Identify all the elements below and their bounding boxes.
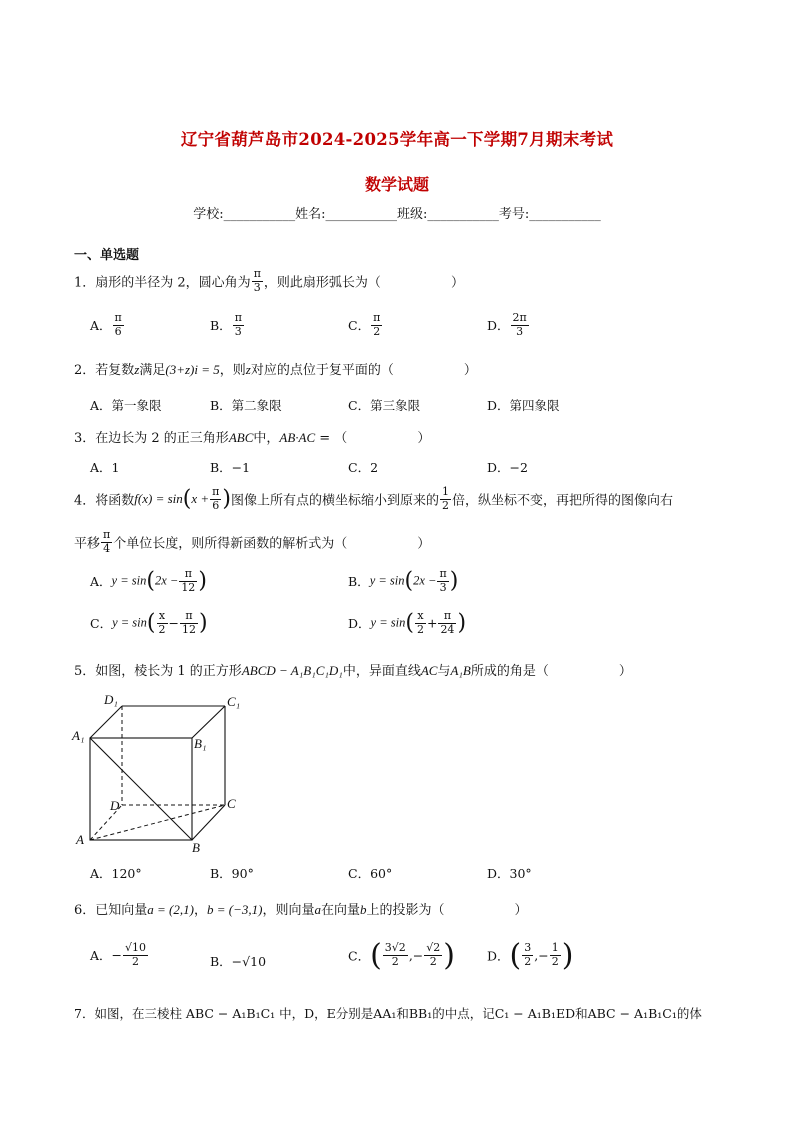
q1-option-a[interactable]: A． $\frac{\pi}{6}$: [90, 311, 122, 338]
q3-option-b[interactable]: B．−1: [210, 460, 251, 475]
label-d1: D₁: [104, 692, 118, 707]
q3-option-a[interactable]: A．1: [90, 460, 120, 475]
question-5: 5．如图，棱长为 1 的正方形ABCD − A₁B₁C₁D₁中，异面直线AC与A₁B所成的角是（ ）: [74, 663, 632, 679]
question-1: 1．扇形的半径为 2，圆心角为 $\frac{\pi}{3}$ ，则此扇形弧长为（ ）: [74, 267, 464, 294]
student-info-line: 学校:___________姓名:___________班级:___________考号:___________: [193, 207, 601, 222]
question-6: 6．已知向量a = (2,1)，b = (−3,1)，则向量a在向量b上的投影为（ ）: [74, 902, 528, 918]
question-2: 2．若复数z满足(3+z)i = 5，则z对应的点位于复平面的（ ）: [74, 362, 477, 378]
q5-option-c[interactable]: C．60°: [348, 866, 393, 881]
label-c: C: [227, 796, 236, 811]
q6-option-a[interactable]: A．− $\frac{√10}{2}$: [90, 941, 147, 968]
q6-option-d[interactable]: D．( $\frac{3}{2}$ ,− $\frac{1}{2}$ ): [487, 938, 574, 973]
question-4-line-2: 平移 $\frac{\pi}{4}$ 个单位长度，则所得新函数的解析式为（ ）: [74, 528, 431, 555]
label-b: B: [192, 840, 200, 854]
q2-option-d[interactable]: D．第四象限: [487, 398, 560, 413]
exam-subtitle: 数学试题: [364, 175, 429, 194]
q5-option-d[interactable]: D．30°: [487, 866, 532, 881]
cube-diagram: [70, 692, 250, 854]
q3-option-c[interactable]: C．2: [348, 460, 379, 475]
dot-product-expression: AB·AC: [279, 430, 316, 445]
q2-option-a[interactable]: A．第一象限: [90, 398, 162, 413]
label-d: D: [110, 798, 120, 813]
q4-option-d[interactable]: D．y = sin( $\frac{x}{2}$ + $\frac{\pi}{24}$ ): [348, 609, 467, 636]
question-3: 3．在边长为 2 的正三角形ABC中，AB·AC = （ ）: [74, 430, 431, 446]
q2-option-c[interactable]: C．第三象限: [348, 398, 421, 413]
exam-title: 辽宁省葫芦岛市2024-2025学年高一下学期7月期末考试: [180, 130, 614, 149]
question-4-line-1: 4．将函数f(x) = sin(x + $\frac{\pi}{6}$ )图像上所有点的横坐标缩小到原来的 $\frac{1}{2}$ 倍，纵坐标不变，再把所得的图像向右: [74, 485, 674, 512]
q1-option-d[interactable]: D． $\frac{2\pi}{3}$: [487, 311, 527, 338]
q3-option-d[interactable]: D．−2: [487, 460, 528, 475]
segment-a1b: [90, 738, 192, 840]
q4-option-c[interactable]: C．y = sin( $\frac{x}{2}$ − $\frac{\pi}{12}$ ): [90, 609, 208, 636]
label-a1: A₁: [72, 728, 85, 743]
q6-option-c[interactable]: C．( $\frac{3√2}{2}$ ,− $\frac{√2}{2}$ ): [348, 938, 455, 973]
q1-option-b[interactable]: B． $\frac{\pi}{3}$: [210, 311, 242, 338]
section-heading: 一、单选题: [74, 248, 140, 263]
q4-option-b[interactable]: B．y = sin(2x − $\frac{\pi}{3}$ ): [348, 567, 459, 594]
question-7: 7．如图，在三棱柱 ABC − A₁B₁C₁ 中，D，E分别是AA₁和BB₁的中点，记C₁ − A₁B₁ED和ABC − A₁B₁C₁的体: [74, 1006, 702, 1021]
fraction-pi-over-3: $\frac{\pi}{3}$: [253, 267, 261, 294]
q5-option-b[interactable]: B．90°: [210, 866, 254, 881]
label-a: A: [76, 832, 84, 847]
q6-option-b[interactable]: B．−√10: [210, 954, 267, 969]
label-c1: C₁: [227, 694, 241, 709]
label-b1: B₁: [194, 736, 207, 751]
q5-option-a[interactable]: A．120°: [90, 866, 142, 881]
q4-option-a[interactable]: A．y = sin(2x − $\frac{\pi}{12}$ ): [90, 567, 207, 594]
q1-option-c[interactable]: C． $\frac{\pi}{2}$: [348, 311, 381, 338]
q2-option-b[interactable]: B．第二象限: [210, 398, 282, 413]
